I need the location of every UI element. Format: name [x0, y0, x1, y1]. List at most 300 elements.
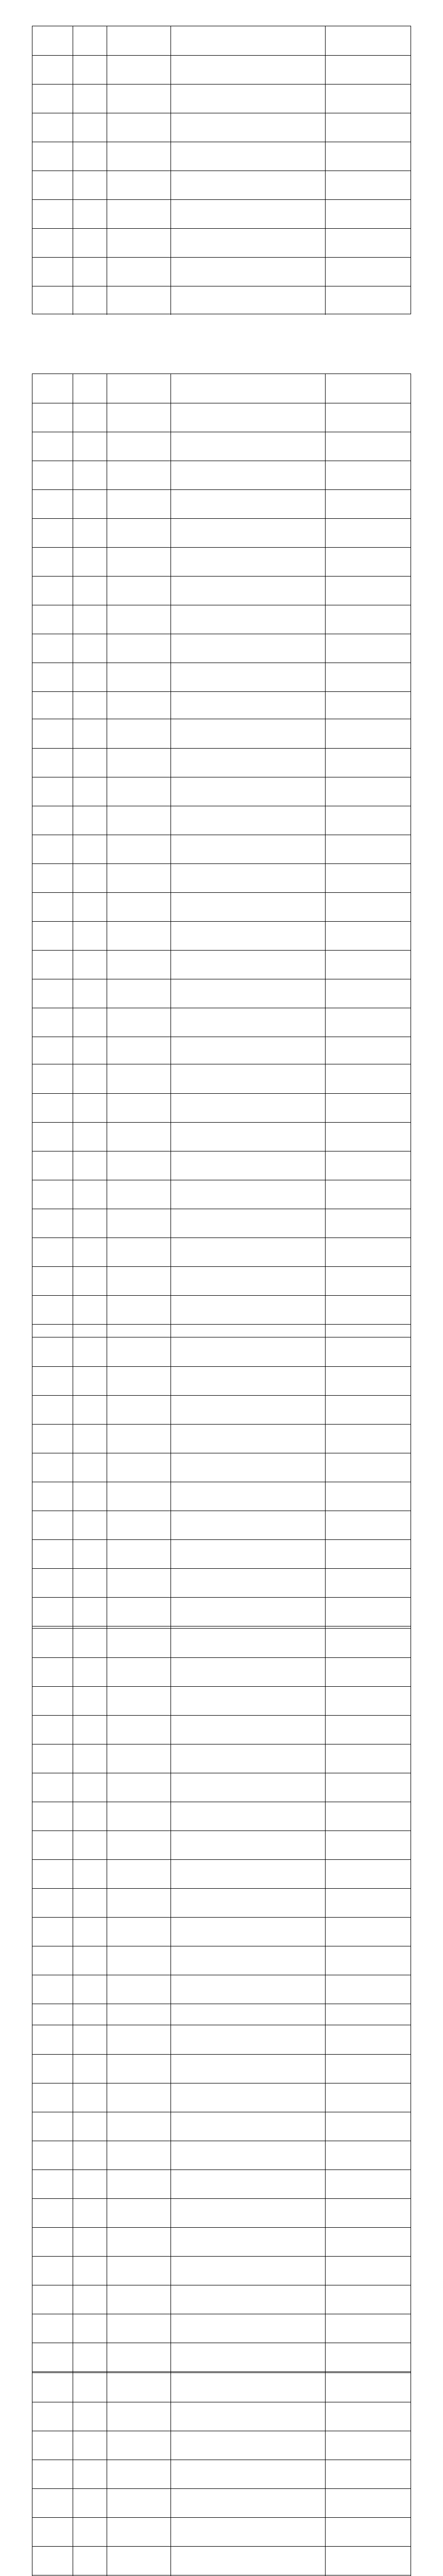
- table-cell: [32, 1598, 73, 1626]
- table-row: [32, 921, 411, 950]
- table-row: [32, 950, 411, 979]
- table-cell: [32, 1687, 73, 1715]
- page-title: [0, 4, 443, 22]
- table-cell: [171, 1209, 325, 1238]
- table-cell: [107, 229, 171, 257]
- table-row: [32, 1657, 411, 1686]
- table-cell: [32, 200, 73, 228]
- table-row: [32, 1888, 411, 1917]
- table-row: [32, 979, 411, 1008]
- table-cell: [73, 1744, 107, 1773]
- table-cell: [32, 1540, 73, 1568]
- table-cell: [325, 200, 412, 228]
- table-cell: [73, 2489, 107, 2517]
- table-cell: [32, 2141, 73, 2170]
- table-cell: [171, 519, 325, 547]
- table-cell: [325, 951, 412, 979]
- table-cell: [107, 749, 171, 777]
- table-cell: [32, 1482, 73, 1511]
- table-cell: [73, 1337, 107, 1366]
- table-cell: [171, 1716, 325, 1744]
- table-cell: [73, 893, 107, 921]
- table-cell: [325, 1425, 412, 1453]
- table-row: [32, 228, 411, 257]
- table-cell: [73, 1975, 107, 2004]
- table-row: [32, 2546, 411, 2575]
- table-cell: [73, 1094, 107, 1122]
- table-cell: [107, 1367, 171, 1395]
- table-cell: [171, 2112, 325, 2141]
- table-cell: [325, 893, 412, 921]
- table-cell: [32, 2025, 73, 2054]
- table-cell: [107, 374, 171, 403]
- table-cell: [73, 1453, 107, 1482]
- table-cell: [73, 1598, 107, 1626]
- table-cell: [325, 835, 412, 863]
- table-cell: [325, 1123, 412, 1151]
- table-cell: [171, 777, 325, 806]
- table-cell: [32, 2083, 73, 2112]
- table-cell: [325, 1094, 412, 1122]
- table-cell: [171, 1889, 325, 1917]
- table-cell: [171, 2402, 325, 2431]
- table-row: [32, 2488, 411, 2517]
- table-cell: [107, 2257, 171, 2285]
- table-cell: [171, 142, 325, 171]
- table-cell: [73, 777, 107, 806]
- table-cell: [73, 1008, 107, 1037]
- table-cell: [73, 2402, 107, 2431]
- table-cell: [73, 1569, 107, 1597]
- table-row: [32, 374, 411, 403]
- table-cell: [107, 1975, 171, 2004]
- table-cell: [32, 56, 73, 84]
- table-cell: [325, 1860, 412, 1888]
- table-cell: [32, 1094, 73, 1122]
- table-cell: [107, 2083, 171, 2112]
- table-cell: [32, 84, 73, 113]
- table-cell: [325, 1296, 412, 1324]
- table-row: [32, 84, 411, 113]
- table-cell: [171, 1687, 325, 1715]
- table-row: [32, 489, 411, 518]
- table-cell: [32, 461, 73, 489]
- table-cell: [325, 229, 412, 257]
- table-cell: [325, 548, 412, 576]
- table-cell: [107, 1209, 171, 1238]
- table-row: [32, 1064, 411, 1093]
- table-row: [32, 691, 411, 720]
- table-row: [32, 1482, 411, 1511]
- table-cell: [325, 2257, 412, 2285]
- table-row: [32, 1395, 411, 1424]
- table-row: [32, 55, 411, 84]
- table-cell: [73, 229, 107, 257]
- table-cell: [73, 1425, 107, 1453]
- table-row: [32, 1744, 411, 1773]
- table-cell: [107, 84, 171, 113]
- table-cell: [32, 2257, 73, 2285]
- table-cell: [32, 1037, 73, 1065]
- table-row: [32, 2402, 411, 2431]
- table-cell: [107, 1064, 171, 1093]
- table-cell: [32, 1744, 73, 1773]
- table-cell: [107, 979, 171, 1008]
- table-cell: [107, 403, 171, 432]
- table-cell: [32, 403, 73, 432]
- table-cell: [107, 1267, 171, 1295]
- table-cell: [171, 2285, 325, 2314]
- table-cell: [73, 26, 107, 55]
- table-row: [32, 257, 411, 286]
- table-cell: [73, 171, 107, 199]
- table-cell: [32, 1716, 73, 1744]
- table-cell: [171, 229, 325, 257]
- table-cell: [73, 719, 107, 748]
- table-cell: [107, 1687, 171, 1715]
- table-cell: [325, 1151, 412, 1180]
- table-cell: [325, 806, 412, 835]
- table-cell: [171, 200, 325, 228]
- table-cell: [73, 2055, 107, 2083]
- table-cell: [325, 663, 412, 691]
- table-cell: [325, 1064, 412, 1093]
- table-cell: [32, 1511, 73, 1539]
- table-cell: [73, 286, 107, 315]
- table-cell: [32, 2460, 73, 2488]
- table-cell: [325, 56, 412, 84]
- table-cell: [171, 719, 325, 748]
- table-cell: [325, 2112, 412, 2141]
- table-cell: [32, 374, 73, 403]
- table-cell: [32, 171, 73, 199]
- table-row: [32, 1008, 411, 1037]
- table-cell: [171, 2373, 325, 2402]
- table-cell: [171, 1296, 325, 1324]
- table-cell: [325, 1889, 412, 1917]
- table-cell: [73, 1946, 107, 1975]
- table-cell: [171, 548, 325, 576]
- table-cell: [325, 692, 412, 720]
- table-row: [32, 461, 411, 489]
- table-cell: [325, 2285, 412, 2314]
- table-cell: [107, 2141, 171, 2170]
- table-cell: [107, 893, 171, 921]
- table-cell: [325, 84, 412, 113]
- table-cell: [171, 2460, 325, 2488]
- table-cell: [107, 1180, 171, 1209]
- table-cell: [107, 1802, 171, 1831]
- table-cell: [325, 2314, 412, 2343]
- table-cell: [73, 2199, 107, 2227]
- table-cell: [325, 1396, 412, 1424]
- table-cell: [171, 1946, 325, 1975]
- table-cell: [171, 634, 325, 663]
- table-cell: [73, 1151, 107, 1180]
- table-cell: [171, 258, 325, 286]
- table-cell: [73, 403, 107, 432]
- table-cell: [73, 864, 107, 892]
- table-cell: [107, 2112, 171, 2141]
- table-cell: [325, 1540, 412, 1568]
- table-cell: [73, 1773, 107, 1802]
- table-cell: [325, 1598, 412, 1626]
- table-cell: [32, 142, 73, 171]
- table-cell: [107, 1337, 171, 1366]
- table-cell: [32, 1396, 73, 1424]
- table-cell: [32, 1267, 73, 1295]
- table-cell: [32, 519, 73, 547]
- table-cell: [107, 1569, 171, 1597]
- table-cell: [32, 1008, 73, 1037]
- table-cell: [325, 1238, 412, 1266]
- table-cell: [107, 1540, 171, 1568]
- table-cell: [325, 2431, 412, 2460]
- table-cell: [171, 2489, 325, 2517]
- table-cell: [325, 1975, 412, 2004]
- table-row: [32, 171, 411, 199]
- table-row: [32, 547, 411, 576]
- table-cell: [73, 1716, 107, 1744]
- table-cell: [171, 1425, 325, 1453]
- table-cell: [107, 577, 171, 605]
- table-cell: [32, 1180, 73, 1209]
- table-cell: [32, 979, 73, 1008]
- table-cell: [107, 835, 171, 863]
- table-cell: [32, 749, 73, 777]
- table-cell: [107, 1889, 171, 1917]
- table-cell: [171, 1975, 325, 2004]
- table-cell: [73, 922, 107, 950]
- table-cell: [32, 2489, 73, 2517]
- table-cell: [171, 951, 325, 979]
- table-cell: [107, 1453, 171, 1482]
- table-cell: [107, 1716, 171, 1744]
- table-cell: [171, 286, 325, 315]
- table-cell: [325, 1511, 412, 1539]
- table-cell: [325, 26, 412, 55]
- table-cell: [325, 1918, 412, 1946]
- table-cell: [171, 171, 325, 199]
- table-cell: [325, 2489, 412, 2517]
- table-cell: [171, 2518, 325, 2546]
- table-cell: [325, 258, 412, 286]
- table-cell: [171, 56, 325, 84]
- table-cell: [73, 2141, 107, 2170]
- table-row: [32, 1946, 411, 1975]
- table-row: [32, 2373, 411, 2402]
- table-cell: [171, 84, 325, 113]
- table-cell: [107, 951, 171, 979]
- table-cell: [171, 1482, 325, 1511]
- table-cell: [32, 634, 73, 663]
- table-cell: [171, 1802, 325, 1831]
- table-cell: [107, 1094, 171, 1122]
- table-cell: [73, 1037, 107, 1065]
- table-cell: [171, 461, 325, 489]
- table-cell: [107, 2314, 171, 2343]
- table-cell: [325, 2228, 412, 2256]
- table-cell: [73, 1396, 107, 1424]
- table-cell: [171, 2083, 325, 2112]
- table-row: [32, 199, 411, 228]
- table-cell: [325, 2518, 412, 2546]
- table-cell: [107, 1008, 171, 1037]
- table-cell: [325, 2141, 412, 2170]
- table-cell: [171, 1238, 325, 1266]
- table-row: [32, 1453, 411, 1482]
- table-cell: [32, 1773, 73, 1802]
- table-cell: [171, 2431, 325, 2460]
- table-cell: [107, 1918, 171, 1946]
- table-cell: [73, 200, 107, 228]
- table-cell: [73, 2373, 107, 2402]
- table-cell: [73, 1209, 107, 1238]
- table-cell: [107, 2489, 171, 2517]
- table-cell: [171, 1180, 325, 1209]
- table-cell: [325, 1744, 412, 1773]
- table-cell: [171, 835, 325, 863]
- table-row: [32, 777, 411, 806]
- table-cell: [32, 1860, 73, 1888]
- table-cell: [325, 286, 412, 315]
- table-cell: [73, 605, 107, 634]
- table-cell: [325, 1008, 412, 1037]
- table-cell: [171, 1540, 325, 1568]
- table-cell: [171, 893, 325, 921]
- table-cell: [32, 893, 73, 921]
- table-2: [32, 374, 411, 720]
- table-cell: [73, 490, 107, 518]
- table-cell: [73, 548, 107, 576]
- table-cell: [171, 1511, 325, 1539]
- table-row: [32, 1266, 411, 1295]
- table-cell: [73, 577, 107, 605]
- table-cell: [171, 1337, 325, 1366]
- table-cell: [107, 1511, 171, 1539]
- table-cell: [325, 1267, 412, 1295]
- table-cell: [73, 1802, 107, 1831]
- table-cell: [73, 2431, 107, 2460]
- table-cell: [171, 1773, 325, 1802]
- table-cell: [73, 1658, 107, 1686]
- table-row: [32, 1629, 411, 1657]
- table-cell: [107, 2547, 171, 2575]
- table-cell: [325, 1569, 412, 1597]
- table-row: [32, 1597, 411, 1626]
- table-cell: [171, 2257, 325, 2285]
- table-cell: [73, 1238, 107, 1266]
- table-cell: [32, 1658, 73, 1686]
- table-cell: [73, 1064, 107, 1093]
- table-row: [32, 142, 411, 171]
- table-cell: [107, 2460, 171, 2488]
- table-cell: [73, 2257, 107, 2285]
- table-cell: [73, 806, 107, 835]
- table-row: [32, 1831, 411, 1859]
- table-cell: [73, 2112, 107, 2141]
- table-cell: [325, 1209, 412, 1238]
- table-cell: [32, 1629, 73, 1657]
- table-row: [32, 2431, 411, 2460]
- table-row: [32, 1917, 411, 1946]
- table-cell: [32, 1946, 73, 1975]
- table-cell: [325, 519, 412, 547]
- table-cell: [32, 1453, 73, 1482]
- table-row: [32, 1180, 411, 1209]
- table-cell: [107, 1629, 171, 1657]
- table-row: [32, 748, 411, 777]
- table-cell: [32, 1918, 73, 1946]
- table-cell: [171, 577, 325, 605]
- table-cell: [32, 1209, 73, 1238]
- table-cell: [73, 2547, 107, 2575]
- table-cell: [32, 1425, 73, 1453]
- table-cell: [325, 1037, 412, 1065]
- table-cell: [107, 2199, 171, 2227]
- table-cell: [32, 2373, 73, 2402]
- table-cell: [171, 979, 325, 1008]
- table-cell: [325, 490, 412, 518]
- table-cell: [107, 286, 171, 315]
- table-cell: [171, 2025, 325, 2054]
- table-row: [32, 1715, 411, 1744]
- table-cell: [32, 1975, 73, 2004]
- table-cell: [107, 806, 171, 835]
- table-cell: [73, 1687, 107, 1715]
- table-cell: [107, 490, 171, 518]
- table-cell: [171, 403, 325, 432]
- table-cell: [325, 403, 412, 432]
- table-cell: [73, 979, 107, 1008]
- table-row: [32, 1511, 411, 1539]
- table-cell: [325, 864, 412, 892]
- table-row: [32, 1122, 411, 1151]
- table-cell: [107, 1151, 171, 1180]
- table-cell: [107, 719, 171, 748]
- table-cell: [73, 84, 107, 113]
- table-cell: [73, 1267, 107, 1295]
- table-cell: [107, 777, 171, 806]
- table-cell: [73, 663, 107, 691]
- table-cell: [32, 835, 73, 863]
- table-row: [32, 2285, 411, 2314]
- table-cell: [171, 2228, 325, 2256]
- table-cell: [107, 2055, 171, 2083]
- table-cell: [325, 719, 412, 748]
- table-cell: [73, 1180, 107, 1209]
- table-cell: [32, 26, 73, 55]
- table-cell: [171, 922, 325, 950]
- table-cell: [107, 2025, 171, 2054]
- table-row: [32, 403, 411, 432]
- table-cell: [32, 1064, 73, 1093]
- table-row: [32, 518, 411, 547]
- table-cell: [107, 432, 171, 461]
- table-cell: [32, 1569, 73, 1597]
- table-cell: [171, 1629, 325, 1657]
- table-row: [32, 835, 411, 863]
- table-cell: [73, 1296, 107, 1324]
- table-cell: [32, 1296, 73, 1324]
- table-row: [32, 576, 411, 605]
- table-cell: [325, 1337, 412, 1366]
- table-cell: [171, 1831, 325, 1859]
- table-cell: [107, 1598, 171, 1626]
- table-cell: [32, 2055, 73, 2083]
- table-cell: [32, 2112, 73, 2141]
- table-cell: [32, 777, 73, 806]
